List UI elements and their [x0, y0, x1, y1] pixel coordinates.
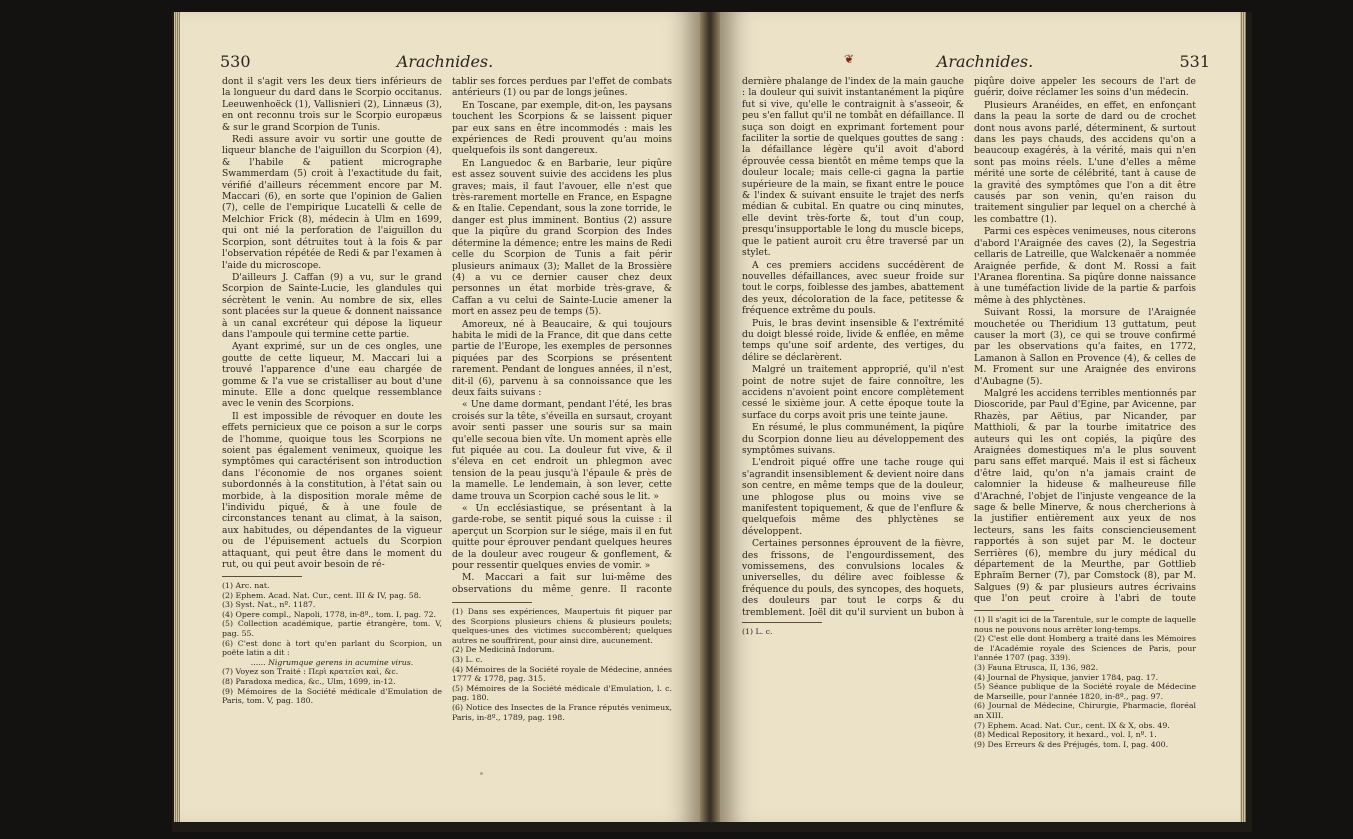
footnote: (4) Opere compl., Napoli, 1778, in-8º., tom. I, pag. 72. [222, 609, 437, 619]
footnote: (1) Il s'agit ici de la Tarentule, sur le compte de laquelle nous ne pouvons nous arrêter long-temps. [974, 615, 1196, 634]
right-column-1 [742, 76, 964, 637]
paragraph: « Un ecclésiastique, se présentant à la garde-robe, se sentit piqué sous la cuisse : il aperçut un Scorpion sur le siége, mais il en fut quitte pour éprouver pendant quelques heures de la douleur avec rougeur & gonflement, & pour ressentir quelques envies de vomir. » [452, 503, 672, 572]
ornament-icon: ❦ [844, 52, 855, 66]
book-gutter [700, 12, 720, 822]
footnote: (1) Arc. nat. [222, 581, 270, 590]
footnote: (9) Des Erreurs & des Préjugés, tom. I, pag. 400. [974, 739, 1169, 749]
paragraph: tablir ses forces perdues par l'effet de combats antérieurs (1) ou par de longs jeûnes. [452, 76, 672, 99]
paragraph: Il est impossible de révoquer en doute les effets pernicieux que ce poison a sur le corps de l'homme, quoique tous les Scorpions ne soient pas également venimeux, quoique les symptômes qui caractérisent son introduction dans l'économie de nos organes soient subordonnés à la constitution, à l'état sain ou morbide, à la disposition morale même de l'individu piqué, & à une foule de circonstances tenant au climat, à la saison, aux habitudes, ou dépendantes de la vigueur ou de l'épuisement actuels du Scorpion attaquant, qui peut être dans le moment du rut, ou qui peut avoir besoin de ré- [222, 410, 442, 570]
footnote: (1) L. c. [742, 627, 773, 636]
footnote-rule [742, 622, 822, 623]
footnote: (5) Collection académique, partie étrangère, tom. V, pag. 55. [222, 619, 442, 638]
footnote: (3) L. c. [452, 654, 483, 664]
right-running-head [760, 52, 1210, 76]
paragraph: En Languedoc & en Barbarie, leur piqûre est assez souvent suivie des accidens les plus graves; mais, il faut l'avouer, elle n'est que très-rarement mortelle en France, en Espagne & en Italie. Cependant, sous la zone torride, le danger est plus imminent. Bontius (2) assure que la piqûre du grand Scorpion des Indes détermine la démence; entre les mains de Redi celle du Scorpion de Tunis a fait périr plusieurs animaux (3); Mallet de la Brossière (4) a vu ce dernier causer chez deux personnes un état morbide très-grave, & Caffan a vu celui de Sainte-Lucie amener la mort en assez peu de temps (5). [452, 157, 672, 318]
footnote: (8) Paradoxa medica, &c., Ulm, 1699, in-12. [222, 676, 396, 686]
paragraph: A ces premiers accidens succédèrent de nouvelles défaillances, avec sueur froide sur tout le corps, foiblesse des jambes, abattement des yeux, décoloration de la face, petitesse & fréquence extrême du pouls. [742, 259, 964, 317]
open-book [172, 12, 1252, 832]
footnote: (7) Voyez son Traité : Περὶ κρατεῖσι καὶ, &c. [222, 667, 399, 677]
paragraph: L'endroit piqué offre une tache rouge qui s'agrandit insensiblement & devient noire dans son centre, en même temps que de la douleur, une phlogose plus ou moins vive se manifestent topiquement, & que de l'enflure & quelquefois même des phlyctènes se développent. [742, 457, 964, 537]
paragraph: Plusieurs Aranéides, en effet, en enfonçant dans la peau la sorte de dard ou de crochet dont nous avons parlé, déterminent, & surtout dans les pays chauds, des accidens qu'on a beaucoup exagérés, à la vérité, mais qui n'en sont pas moins réels. L'une d'elles a même mérité une sorte de célébrité, tant à cause de la gravité des symptômes que l'on a dit être causés par son venin, qu'en raison du traitement singulier par lequel on a cherché à les combattre (1). [974, 99, 1196, 225]
paragraph: « Une dame dormant, pendant l'été, les bras croisés sur la tête, s'éveilla en sursaut, croyant avoir senti passer une souris sur sa main qu'elle secoua bien vîte. Un moment après elle fut piquée au cou. La douleur fut vive, & il s'éleva en cet endroit un phlegmon avec tension de la peau jusqu'à l'épaule & près de la mamelle. Le lendemain, à son lever, cette dame trouva un Scorpion caché sous le lit. » [452, 399, 672, 502]
right-page-number: 531 [1179, 52, 1210, 71]
right-col1-text [742, 76, 964, 616]
paragraph: En résumé, le plus communément, la piqûre du Scorpion donne lieu au développement des symptômes suivans. [742, 422, 964, 456]
footnote: (1) Dans ses expériences, Maupertuis fit piquer par des Scorpions plusieurs chiens & plusieurs poulets; quelques-unes des victimes succombèrent; quelques autres ne souffrirent, pour ainsi dire, aucunement. [452, 607, 672, 645]
paragraph: Puis, le bras devint insensible & l'extrémité du doigt blessé roide, livide & enflée, en même temps qu'une soif ardente, des vertiges, du délire se déclarèrent. [742, 317, 964, 363]
paragraph: D'ailleurs J. Caffan (9) a vu, sur le grand Scorpion de Sainte-Lucie, les glandules qui sécrètent le venin. Au nombre de six, elles sont placées sur la queue & donnent naissance à un canal excréteur qui dépose la liqueur dans l'ampoule qui termine cette partie. [222, 271, 442, 340]
footnote-rule [452, 602, 532, 603]
footnote-rule [222, 576, 302, 577]
right-col2-text [974, 76, 1196, 604]
footnote: (4) Mémoires de la Société royale de Médecine, années 1777 & 1778, pag. 315. [452, 664, 672, 684]
footnote: (5) Séance publique de la Société royale de Médecine de Marseille, pour l'année 1820, in-8º., pag. 97. [974, 682, 1196, 701]
right-page [720, 12, 1240, 822]
right-col1-footnotes [742, 627, 964, 637]
footnote: (9) Mémoires de la Société médicale d'Emulation de Paris, tom. V, pag. 180. [222, 686, 442, 706]
left-page [180, 12, 700, 822]
left-page-number: 530 [220, 52, 251, 71]
paragraph: Certaines personnes éprouvent de la fièvre, des frissons, de l'engourdissement, des vomissemens, des convulsions locales & universelles, du délire avec foiblesse & fréquence du pouls, des syncopes, des hoquets, des douleurs par tout le corps & du tremblement. Joël dit qu'il survient un bubon à [742, 538, 964, 616]
left-col1-footnotes [222, 581, 442, 706]
paragraph: Redi assure avoir vu sortir une goutte de liqueur blanche de l'aiguillon du Scorpion (4), & l'habile & patient micrographe Swammerdam (5) croit à l'exactitude du fait, vérifié d'ailleurs récemment encore par M. Maccari (6), en sorte que l'opinion de Galien (7), celle de l'empirique Lucatelli & celle de Melchior Frick (8), médecin à Ulm en 1699, qui ont nié la perforation de l'aiguillon du Scorpion, sont détruites tout à la fois & par l'observation répétée de Redi & par l'examen à l'aide du microscope. [222, 134, 442, 271]
left-col2-footnotes [452, 607, 672, 722]
footnote: (2) De Medicinâ Indorum. [452, 645, 555, 655]
paragraph: Suivant Rossi, la morsure de l'Araignée mouchetée ou Theridium 13 guttatum, peut causer la mort (3), ce qui se trouve confirmé par les observations qu'a faites, en 1772, Lamanon à Sallon en Provence (4), & celles de M. Froment sur une Araignée des environs d'Aubagne (5). [974, 307, 1196, 387]
footnote: (3) Syst. Nat., nº. 1187. [222, 600, 316, 610]
left-col1-text [222, 76, 442, 570]
left-column-1 [222, 76, 442, 706]
paper-speck [480, 772, 483, 775]
footnote: (2) C'est elle dont Homberg a traité dans les Mémoires de l'Académie royale des Sciences de Paris, pour l'année 1707 (pag. 339). [974, 634, 1196, 663]
paragraph: Malgré un traitement approprié, qu'il n'est point de notre sujet de faire connoître, les accidens n'avoient point encore complètement cessé le sixième jour. A cette époque toute la surface du corps avoit pris une teinte jaune. [742, 364, 964, 421]
footnote: (8) Medical Repository, it hexard., vol. I, nº. 1. [974, 730, 1157, 740]
right-col2-footnotes [974, 615, 1196, 749]
footnote: (7) Ephem. Acad. Nat. Cur., cent. IX & X, obs. 49. [974, 720, 1170, 730]
paragraph: Malgré les accidens terribles mentionnés par Dioscoride, par Paul d'Egine, par Avicenne, par Rhazès, par Aëtius, par Nicander, par Matthioli, & par la tourbe imitatrice des auteurs qui les ont copiés, la piqûre des Araignées domestiques m'a le plus souvent paru sans effet marqué. Mais il est si fâcheux d'être laid, qu'on n'a jamais craint de calomnier la hideuse & malheureuse fille d'Arachné, l'objet de l'injuste vengeance de la sage & belle Minerve, & nous chercherions à la justifier entièrement aux yeux de nos lecteurs, sans les faits consciencieusement rapportés à son sujet par M. le docteur Serrières (6), membre du jury médical du département de la Meurthe, par Gottlieb Ephraïm Berner (7), par Comstock (8), par M. Salgues (9) & par plusieurs autres écrivains que l'on peut croire à l'abri de toute [974, 387, 1196, 604]
footnote: (4) Journal de Physique, janvier 1784, pag. 17. [974, 672, 1159, 682]
footnote: (6) Notice des Insectes de la France réputés venimeux, Paris, in-8º., 1789, pag. 198. [452, 702, 672, 722]
left-running-head [220, 52, 670, 76]
left-running-title: Arachnides. [396, 52, 494, 71]
footnote: (6) C'est donc à tort qu'en parlant du Scorpion, un poëte latin a dit : [222, 638, 442, 658]
footnote: (2) Ephem. Acad. Nat. Cur., cent. III & IV, pag. 58. [222, 590, 422, 600]
paragraph: M. Maccari a fait sur lui-même des observations du même genre. Il raconte [452, 572, 672, 595]
paragraph: En Toscane, par exemple, dit-on, les paysans touchent les Scorpions & se laissent piquer par eux sans en être incommodés : mais les expériences de Redi prouvent qu'au moins quelquefois ils sont dangereux. [452, 99, 672, 157]
paragraph: Parmi ces espèces venimeuses, nous citerons d'abord l'Araignée des caves (2), la Segestria cellaris de Latreille, que Walckenaër a nommée Araignée perfide, & dont M. Rossi a fait l'Aranea florentina. Sa piqûre donne naissance à une tuméfaction livide de la partie & parfois même à des phlyctènes. [974, 226, 1196, 306]
paragraph: piqûre doive appeler les secours de l'art de guérir, doive réclamer les soins d'un médecin. [974, 76, 1196, 99]
footnote: (6) Journal de Médecine, Chirurgie, Pharmacie, floréal an XIII. [974, 701, 1196, 720]
paragraph: Amoreux, né à Beaucaire, & qui toujours habita le midi de la France, dit que dans cette partie de l'Europe, les exemples de personnes piquées par des Scorpions se présentent rarement. Pendant de longues années, il n'est, dit-il (6), parvenu à sa connoissance que les deux faits suivans : [452, 318, 672, 398]
right-column-2 [974, 76, 1196, 749]
footnote: (3) Fauna Etrusca, II, 136, 982. [974, 662, 1099, 672]
paragraph: dernière phalange de l'index de la main gauche : la douleur qui suivit instantanément la piqûre fut si vive, qu'elle le contraignit à s'asseoir, & peu s'en fallut qu'il ne tombât en défaillance. Il suça son doigt en exprimant fortement pour faciliter la sortie de quelques gouttes de sang : la défaillance légère qu'il avoit d'abord éprouvée cessa bientôt en même temps que la douleur locale; mais celle-ci gagna la partie supérieure de la main, se fixant entre le pouce & l'index & suivant ensuite le trajet des nerfs médian & cubital. En quatre ou cinq minutes, elle devint très-forte &, tout d'un coup, presqu'insupportable le long du muscle biceps, que le patient auroit cru être traversé par un stylet. [742, 76, 964, 259]
left-col2-text [452, 76, 672, 596]
right-running-title: Arachnides. [936, 52, 1034, 71]
right-page-edges [1240, 12, 1246, 822]
footnote-verse: ...... Nigrumque gerens in acumine virus. [250, 657, 414, 667]
paragraph: dont il s'agit vers les deux tiers inférieurs de la longueur du dard dans le Scorpio occitanus. Leeuwenhoëck (1), Vallisnieri (2), Linnæus (3), en ont reconnu trois sur le Scorpio europæus & sur le grand Scorpion de Tunis. [222, 76, 442, 133]
footnote: (5) Mémoires de la Société médicale d'Emulation, l. c. pag. 180. [452, 683, 672, 703]
footnote-rule [974, 610, 1054, 611]
left-column-2 [452, 76, 672, 722]
paragraph: Ayant exprimé, sur un de ces ongles, une goutte de cette liqueur, M. Maccari lui a trouvé l'apparence d'une eau chargée de gomme & l'a vue se cristalliser au bout d'une minute. Elle a donc quelque ressemblance avec le venin des Scorpions. [222, 341, 442, 410]
